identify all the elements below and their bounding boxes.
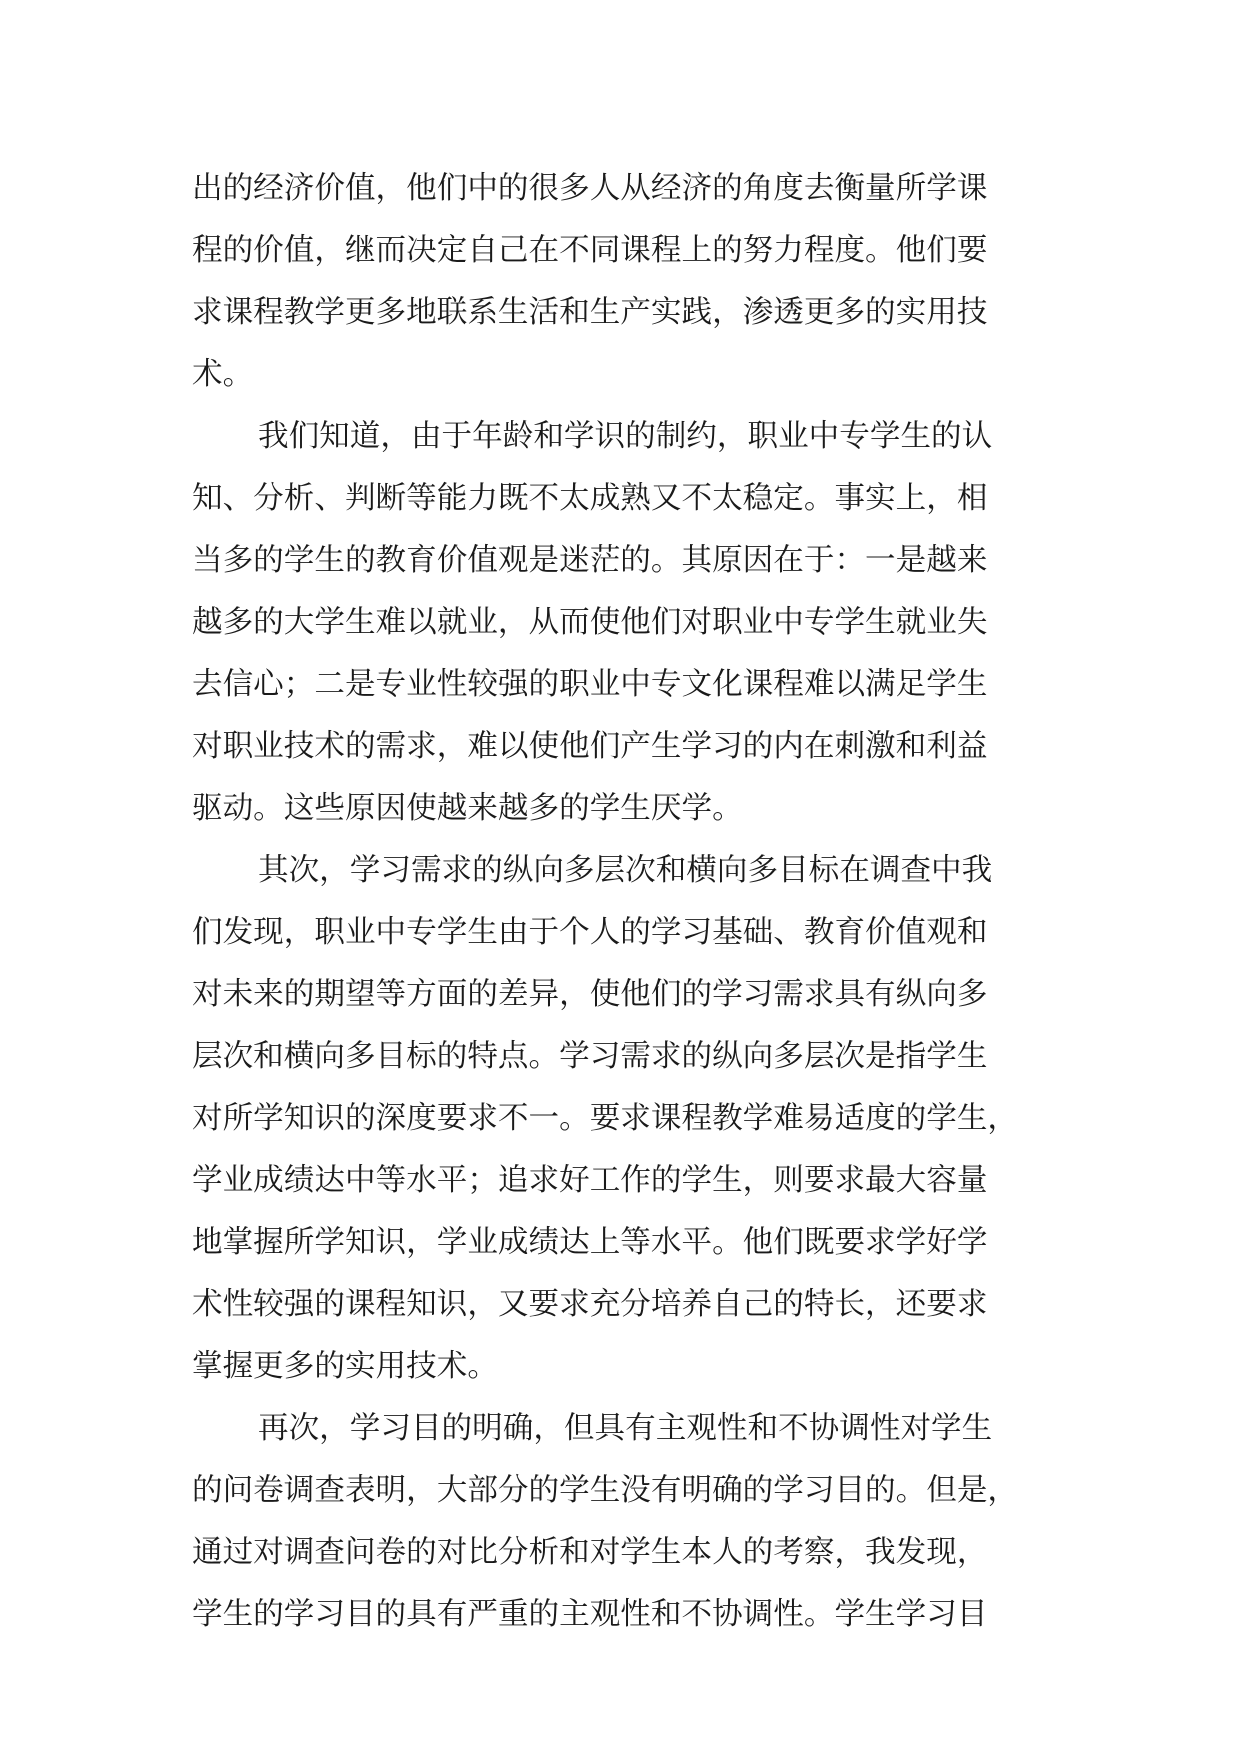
text-line: 求课程教学更多地联系生活和生产实践，渗透更多的实用技 (192, 295, 988, 330)
text-line: 对职业技术的需求，难以使他们产生学习的内在刺激和利益 (192, 729, 988, 764)
document-body (192, 158, 1052, 1646)
text-line: 知、分析、判断等能力既不太成熟又不太稳定。事实上，相 (192, 481, 988, 516)
text-line: 掌握更多的实用技术。 (192, 1349, 498, 1384)
text-line: 们发现，职业中专学生由于个人的学习基础、教育价值观和 (192, 915, 988, 950)
text-line: 的问卷调查表明，大部分的学生没有明确的学习目的。但是， (192, 1473, 1019, 1508)
text-line: 对所学知识的深度要求不一。要求课程教学难易适度的学生， (192, 1101, 1019, 1136)
text-line: 出的经济价值，他们中的很多人从经济的角度去衡量所学课 (192, 171, 988, 206)
text-line: 我们知道，由于年龄和学识的制约，职业中专学生的认 (258, 419, 993, 454)
text-line: 层次和横向多目标的特点。学习需求的纵向多层次是指学生 (192, 1039, 988, 1074)
text-line: 通过对调查问卷的对比分析和对学生本人的考察，我发现， (192, 1535, 988, 1570)
text-line: 当多的学生的教育价值观是迷茫的。其原因在于：一是越来 (192, 543, 988, 578)
text-line: 去信心；二是专业性较强的职业中专文化课程难以满足学生 (192, 667, 988, 702)
text-line: 术性较强的课程知识，又要求充分培养自己的特长，还要求 (192, 1287, 988, 1322)
text-line: 对未来的期望等方面的差异，使他们的学习需求具有纵向多 (192, 977, 988, 1012)
text-line: 学生的学习目的具有严重的主观性和不协调性。学生学习目 (192, 1597, 988, 1632)
text-line: 地掌握所学知识，学业成绩达上等水平。他们既要求学好学 (192, 1225, 988, 1260)
text-line: 再次，学习目的明确，但具有主观性和不协调性对学生 (258, 1411, 993, 1446)
text-line: 越多的大学生难以就业，从而使他们对职业中专学生就业失 (192, 605, 988, 640)
text-line: 程的价值，继而决定自己在不同课程上的努力程度。他们要 (192, 233, 988, 268)
text-line: 驱动。这些原因使越来越多的学生厌学。 (192, 791, 743, 826)
text-line: 其次，学习需求的纵向多层次和横向多目标在调查中我 (258, 853, 993, 888)
text-line: 术。 (192, 357, 254, 392)
text-line: 学业成绩达中等水平；追求好工作的学生，则要求最大容量 (192, 1163, 988, 1198)
